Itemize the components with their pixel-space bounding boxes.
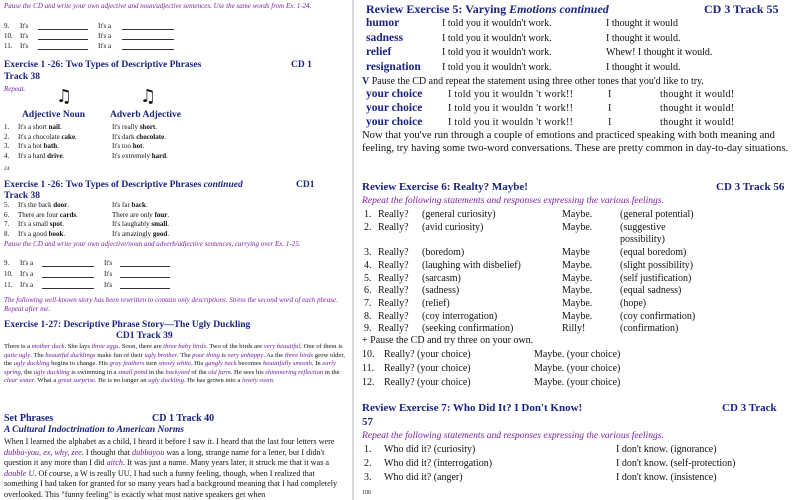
row-number: 10.	[4, 32, 13, 40]
feeling: (avid curiosity)	[422, 221, 484, 233]
highlighted-phrase: three eggs	[91, 343, 119, 350]
phrase-text: It's really	[112, 123, 140, 131]
response: I thought it would.	[606, 32, 681, 44]
ex5-paragraph: Now that you've run through a couple of emotions and practiced speaking with both meaning and feeling, try having some two-word conversations. These are pretty common in day-to-day situations.	[362, 130, 789, 154]
response: Whew! I thought it would.	[606, 47, 713, 58]
row-number: 11.	[4, 42, 13, 50]
statement: Who did it? (anger)	[384, 472, 463, 483]
ex7-title: Review Exercise 7: Who Did It? I Don't Know!	[362, 402, 583, 414]
row-stem: It's a	[20, 259, 34, 267]
ex126-cd: CD 1	[291, 60, 312, 70]
highlighted-phrase: double U	[4, 468, 35, 478]
row-number: 6.	[4, 210, 10, 219]
set-phrases-subtitle: A Cultural Indoctrination to American Norms	[4, 425, 184, 435]
answer-blank[interactable]	[120, 270, 170, 278]
row-number: 6.	[364, 285, 372, 297]
phrase-bold: cards	[59, 210, 77, 219]
row-number: 2.	[364, 458, 372, 469]
row-number: 3.	[4, 142, 10, 150]
pronoun: I	[608, 103, 612, 114]
right-page	[360, 0, 800, 500]
ex5-title	[366, 2, 609, 17]
highlighted-phrase: old farm	[208, 368, 231, 376]
phrase-text: It's a chocolate	[18, 132, 62, 141]
highlighted-phrase: quite ugly	[4, 351, 31, 359]
set-phrases-title: Set Phrases	[4, 413, 54, 424]
highlighted-phrase: ugly brother	[144, 351, 178, 359]
really-word: Really?	[378, 247, 409, 259]
phrase-bold: hard	[151, 151, 167, 160]
response: I don't know. (ignorance)	[616, 444, 717, 455]
response-feeling: (coy confirmation)	[620, 310, 696, 322]
story-text: . His	[190, 360, 205, 368]
row-number: 10.	[362, 349, 375, 360]
phrase-bold: book	[48, 229, 64, 238]
really-word: Really?	[378, 209, 409, 220]
answer-blank[interactable]	[122, 32, 174, 40]
highlighted-phrase: gray feathers	[109, 360, 145, 368]
row-number: 7.	[364, 297, 372, 309]
phrase-adjective-noun: It's a good book.	[18, 229, 66, 238]
statement: I told you it wouldn 't work!!	[448, 117, 574, 128]
feeling: (general curiosity)	[422, 209, 496, 220]
answer-blank[interactable]	[42, 259, 94, 267]
phrase-adverb-adjective: There are only four.	[112, 210, 170, 219]
story-text: . He is no longer an	[94, 377, 149, 385]
maybe-word: Maybe.	[562, 221, 593, 233]
highlighted-phrase: dubbayou	[132, 447, 165, 457]
statement: I told you it wouldn't work.	[442, 32, 552, 44]
feeling: (relief)	[422, 297, 450, 309]
right-page-number: 106	[362, 490, 371, 496]
phrase-adjective-noun: It's the back door.	[18, 201, 70, 209]
maybe-choice: Maybe. (your choice)	[534, 349, 621, 360]
phrase-adverb-adjective: It's too hot.	[112, 142, 145, 150]
statement: I told you it wouldn 't work!!	[448, 103, 574, 114]
emotion-label: your choice	[366, 102, 423, 114]
highlighted-phrase: lovely swan	[241, 377, 273, 385]
response-feeling: possibility)	[620, 234, 666, 246]
answer-blank[interactable]	[120, 281, 170, 289]
phrase-adverb-adjective: It's dark chocolate.	[112, 132, 166, 141]
story-text: . He has grown into a	[183, 377, 242, 385]
phrase-text: It's far	[112, 201, 132, 209]
ex5-pause-v: V	[362, 76, 370, 87]
ex7-track-number: 57	[362, 416, 373, 428]
statement: Who did it? (interrogation)	[384, 458, 493, 469]
ex5-pause-text: Pause the CD and repeat the statement using three other tones that you'd like to try.	[369, 76, 704, 87]
statement: I told you it wouldn't work.	[442, 18, 552, 29]
phrase-text: It's a short	[18, 123, 49, 131]
emotion-label: humor	[366, 17, 400, 29]
row-number: 4.	[364, 259, 372, 271]
row-number: 11.	[4, 281, 13, 289]
ex7-instruction: Repeat the following statements and responses expressing the various feelings.	[362, 430, 664, 441]
response-feeling: (general potential)	[620, 209, 694, 220]
row-stem: It's	[104, 270, 113, 278]
row-stem: It's a	[98, 22, 112, 30]
phrase-text: It's the back	[18, 201, 54, 209]
row-number: 12.	[362, 377, 375, 388]
maybe-word: Maybe	[562, 247, 590, 259]
pronoun: I	[608, 117, 612, 128]
story-text: .	[272, 377, 275, 385]
story-text: . Of course, a W is really UU. I had such a funny feeling, though, when I realized that something I had taken for granted for so many years had a background meaning that I had completely overlooked. This "funny feeling" is exactly what most native speakers get when	[4, 468, 338, 499]
feeling: (seeking confirmation)	[422, 323, 514, 335]
maybe-choice: Maybe. (your choice)	[534, 363, 621, 374]
phrase-text: It's a hot	[18, 142, 44, 150]
story-text: . The	[30, 351, 46, 359]
phrase-adverb-adjective: It's really short.	[112, 123, 158, 131]
maybe-word: Maybe.	[562, 310, 593, 322]
highlighted-phrase: great surprise	[57, 377, 95, 385]
ex126c-title-text: Exercise 1 -26: Two Types of Descriptive Phrases	[4, 180, 202, 190]
story-text: is	[219, 351, 228, 359]
story-text: There is a	[4, 343, 32, 350]
answer-blank[interactable]	[122, 42, 174, 50]
highlighted-phrase: three birds	[284, 351, 314, 359]
ex6-title: Review Exercise 6: Realty? Maybe!	[362, 181, 528, 193]
ex6-instruction: Repeat the following statements and responses expressing the various feelings.	[362, 195, 664, 206]
response: I thought it would.	[606, 61, 681, 73]
phrase-adjective-noun: It's a hot bath.	[18, 142, 59, 150]
phrase-adjective-noun: It's a hard drive.	[18, 151, 65, 160]
row-number: 2.	[364, 221, 372, 233]
phrase-adverb-adjective: It's laughably small.	[112, 220, 170, 228]
emotion-label: resignation	[366, 60, 421, 73]
really-choice: Really? (your choice)	[384, 363, 471, 374]
story-text: of the	[189, 368, 209, 376]
really-word: Really?	[378, 285, 409, 297]
highlighted-phrase: small pond	[118, 368, 148, 376]
row-stem: It's	[20, 42, 29, 50]
phrase-adjective-noun: It's a short nail.	[18, 123, 62, 131]
row-number: 4.	[4, 151, 10, 160]
highlighted-phrase: clear water	[4, 377, 35, 385]
phrase-text: There are four	[18, 210, 60, 219]
row-stem: It's a	[98, 42, 112, 50]
highlighted-phrase: ugly duckling	[148, 377, 184, 385]
maybe-word: Maybe.	[562, 285, 593, 297]
highlighted-phrase: very unhappy	[227, 351, 264, 359]
response: I don't know. (insistence)	[616, 472, 717, 483]
row-number: 3.	[364, 247, 372, 259]
response: I don't know. (self-protection)	[616, 458, 736, 469]
maybe-word: Maybe.	[562, 297, 593, 309]
phrase-bold: nail	[48, 123, 60, 131]
phrase-bold: door	[53, 201, 68, 209]
response-feeling: (equal sadness)	[620, 285, 682, 297]
story-text: is swimming in a	[69, 368, 119, 376]
row-number: 3.	[364, 472, 372, 483]
maybe-word: Maybe.	[562, 272, 593, 284]
row-number: 7.	[4, 220, 10, 228]
really-choice: Really? (your choice)	[384, 377, 471, 388]
maybe-word: Maybe.	[562, 259, 593, 271]
ex126-repeat: Repeat.	[4, 85, 26, 93]
feeling: (sarcasm)	[422, 272, 461, 284]
page-number: 24	[4, 166, 10, 172]
story-text: . Soon, there are	[118, 343, 164, 350]
row-number: 9.	[4, 22, 10, 30]
response-feeling: (hope)	[620, 297, 647, 309]
highlighted-phrase: aitch	[106, 458, 123, 468]
ex126c-cd: CD1	[296, 180, 315, 190]
music-note-icon: ♫	[140, 86, 157, 107]
phrase-text: It's a good	[18, 229, 49, 238]
row-number: 9.	[4, 259, 10, 267]
row-number: 1.	[364, 209, 372, 220]
phrase-adverb-adjective: It's far back.	[112, 201, 148, 209]
phrase-bold: four	[154, 210, 168, 219]
row-stem: It's	[20, 22, 29, 30]
phrase-text: It's too	[112, 142, 133, 150]
highlighted-phrase: snowy white	[158, 360, 191, 368]
highlighted-phrase: beautifully smooth	[263, 360, 312, 368]
ex127-story	[4, 343, 348, 386]
row-number: 1.	[4, 123, 10, 131]
response: thought it would!	[660, 103, 735, 114]
phrase-text: It's amazingly	[112, 229, 153, 238]
story-text: was a long, strange name for a letter, but I didn't question it any more than I did	[4, 447, 325, 468]
highlighted-phrase: three baby birds	[163, 343, 207, 350]
story-text: in the	[147, 368, 166, 376]
phrase-adjective-noun: It's a chocolate cake.	[18, 132, 77, 141]
emotion-label: relief	[366, 46, 392, 58]
page-divider	[352, 0, 354, 500]
row-stem: It's	[104, 259, 113, 267]
phrase-bold: short	[139, 123, 156, 131]
maybe-word: Rilly!	[562, 323, 586, 335]
highlighted-phrase: backyard	[165, 368, 190, 376]
feeling: (sadness)	[422, 285, 460, 297]
ex5-pause	[362, 76, 704, 87]
phrase-text: It's laughably	[112, 220, 152, 228]
col-adjective-noun: Adjective Noun	[22, 110, 86, 120]
really-choice: Really? (your choice)	[384, 349, 471, 360]
response-feeling: (self justification)	[620, 272, 692, 284]
answer-blank[interactable]	[122, 22, 174, 30]
phrase-bold: small	[151, 220, 168, 228]
row-stem: It's a	[98, 32, 112, 40]
story-text: begins to change. His	[49, 360, 110, 368]
phrase-text: It's dark	[112, 132, 137, 141]
col-adverb-adjective: Adverb Adjective	[110, 110, 181, 120]
phrase-adverb-adjective: It's amazingly good.	[112, 229, 170, 238]
row-stem: It's	[104, 281, 113, 289]
feeling: (coy interrogation)	[422, 310, 498, 322]
story-text: turn	[144, 360, 159, 368]
answer-blank[interactable]	[120, 259, 170, 267]
phrase-text: It's extremely	[112, 151, 152, 160]
story-text: . He sees his	[230, 368, 266, 376]
phrase-bold: back	[131, 201, 146, 209]
story-text: . I thought that	[81, 447, 133, 457]
statement: I told you it wouldn't work.	[442, 61, 552, 73]
ex6-track: CD 3 Track 56	[716, 181, 785, 193]
statement: Who did it? (curiosity)	[384, 444, 476, 455]
emotion-label: sadness	[366, 31, 404, 44]
highlighted-phrase: ugly duckling	[33, 368, 70, 376]
phrase-bold: chocolate	[136, 132, 165, 141]
phrase-adjective-noun: There are four cards.	[18, 210, 78, 219]
emotion-label: your choice	[366, 116, 423, 128]
maybe-word: Maybe.	[562, 209, 593, 220]
row-number: 5.	[364, 272, 372, 284]
story-text: grow older, the	[4, 351, 345, 368]
highlighted-phrase: poor thing	[192, 351, 220, 359]
ex127-track: CD1 Track 39	[116, 331, 173, 341]
highlighted-phrase: very beautiful	[263, 343, 301, 350]
response-feeling: (equal boredom)	[620, 247, 687, 259]
phrase-text: It's a hard	[18, 151, 48, 160]
answer-blank[interactable]	[42, 270, 94, 278]
really-word: Really?	[378, 221, 409, 233]
ex126c-instruction: Pause the CD and write your own adjective/noun and adverb/adjective sentences, carrying over Ex. 1-25.	[4, 240, 301, 248]
story-text: . Two of the birds are	[206, 343, 264, 350]
highlighted-phrase: ugly duckling	[13, 360, 50, 368]
feeling: (boredom)	[422, 247, 465, 259]
answer-blank[interactable]	[38, 22, 88, 30]
ex127-title: Exercise 1-27: Descriptive Phrase Story—The Ugly Duckling	[4, 320, 251, 330]
story-text: . As the	[263, 351, 285, 359]
response-feeling: (suggestive	[620, 221, 666, 233]
really-word: Really?	[378, 323, 409, 335]
answer-blank[interactable]	[38, 42, 88, 50]
story-note: The following well-known story has been rewritten to contain only descriptions. Stress the second word of each phrase. Repeat after me.	[4, 296, 338, 313]
answer-blank[interactable]	[38, 32, 88, 40]
answer-blank[interactable]	[42, 281, 94, 289]
response-feeling: (slight possibility)	[620, 259, 694, 271]
maybe-choice: Maybe. (your choice)	[534, 377, 621, 388]
story-text: , the	[20, 368, 34, 376]
story-text: . It was just a name. Many years later, it struck me that it was a	[122, 458, 330, 468]
response: I thought it would	[606, 18, 678, 29]
response: thought it would!	[660, 89, 735, 100]
row-number: 1.	[364, 444, 372, 455]
phrase-text: It's a small	[18, 220, 50, 228]
ex126c-continued: continued	[203, 180, 243, 190]
ex126-track: Track 38	[4, 72, 40, 82]
highlighted-phrase: beautiful ducklings	[45, 351, 96, 359]
left-page	[0, 0, 350, 500]
statement: I told you it wouldn 't work!!	[448, 89, 574, 100]
phrase-bold: good	[152, 229, 168, 238]
top-instruction: Pause the CD and write your own adjective and noun/adjective sentences. Use the same words from Ex. 1-24.	[4, 2, 312, 10]
response-feeling: (confirmation)	[620, 323, 679, 335]
phrase-bold: drive	[47, 151, 63, 160]
ex5-track: CD 3 Track 55	[704, 2, 779, 16]
row-stem: It's a	[20, 281, 34, 289]
phrase-adjective-noun: It's a small spot.	[18, 220, 64, 228]
really-word: Really?	[378, 259, 409, 271]
highlighted-phrase: mother duck	[31, 343, 65, 350]
response: thought it would!	[660, 117, 735, 128]
emotion-label: your choice	[366, 88, 423, 100]
row-stem: It's a	[20, 270, 34, 278]
really-word: Really?	[378, 297, 409, 309]
row-number: 9.	[364, 323, 372, 335]
ex5-title-b: Emotions continued	[509, 2, 609, 16]
really-word: Really?	[378, 272, 409, 284]
set-phrases-text	[4, 437, 348, 500]
phrase-adverb-adjective: It's extremely hard.	[112, 151, 168, 160]
story-text: . In	[311, 360, 323, 368]
ex7-track: CD 3 Track	[722, 402, 777, 414]
phrase-bold: spot	[49, 220, 63, 228]
highlighted-phrase: dubba-you, ex, why, zee	[4, 447, 82, 457]
ex126c-track: Track 38	[4, 191, 40, 201]
highlighted-phrase: shimmering reflection	[265, 368, 324, 376]
feeling: (laughing with disbelief)	[422, 259, 521, 271]
really-word: Really?	[378, 310, 409, 322]
row-number: 8.	[4, 229, 10, 238]
ex5-title-a: Review Exercise 5: Varying	[366, 2, 510, 16]
story-text: becomes	[236, 360, 263, 368]
pronoun: I	[608, 89, 612, 100]
phrase-text: There are only	[112, 210, 155, 219]
highlighted-phrase: gangly neck	[204, 360, 237, 368]
row-number: 11.	[362, 363, 375, 374]
story-text: . One of them is	[300, 343, 343, 350]
row-number: 5.	[4, 201, 10, 209]
story-text: in the	[323, 368, 340, 376]
story-text: When I learned the alphabet as a child, I heard it before I saw it. I heard that the last four letters were	[4, 437, 335, 446]
row-stem: It's	[20, 32, 29, 40]
set-phrases-track: CD 1 Track 40	[152, 413, 215, 424]
ex6-pause: + Pause the CD and try three on your own.	[362, 335, 534, 346]
ex126c-title	[4, 180, 243, 190]
story-text: . She lays	[64, 343, 92, 350]
row-number: 8.	[364, 310, 372, 322]
story-text: . What a	[34, 377, 58, 385]
music-note-icon: ♫	[56, 86, 73, 107]
phrase-bold: hot	[132, 142, 143, 150]
story-text: . The	[177, 351, 193, 359]
highlighted-phrase: early spring	[4, 360, 336, 376]
phrase-bold: cake	[61, 132, 76, 141]
row-number: 2.	[4, 132, 10, 141]
story-text: make fun of their	[95, 351, 145, 359]
ex126-title: Exercise 1 -26: Two Types of Descriptive Phrases	[4, 60, 202, 70]
row-number: 10.	[4, 270, 13, 278]
phrase-bold: bath	[43, 142, 58, 150]
statement: I told you it wouldn't work.	[442, 47, 552, 58]
